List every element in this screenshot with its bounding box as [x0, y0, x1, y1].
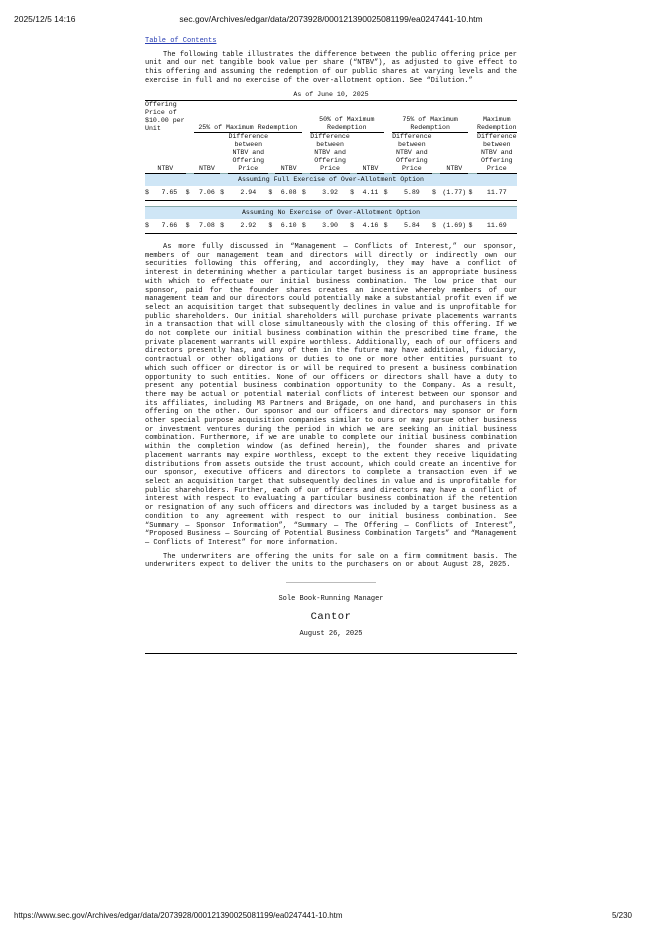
band-no-exercise-label: Assuming No Exercise of Over-Allotment Option	[145, 207, 517, 220]
book-runner-name: Cantor	[310, 610, 352, 623]
group-75-header: 75% of Maximum Redemption	[392, 100, 469, 133]
table-row: $ 7.65 $ 7.06 $ 2.94 $ 6.08 $ 3.92 $ 4.11 $ 5.89 $ (1.77) $ 11.77	[145, 186, 517, 201]
print-datetime: 2025/12/5 14:16	[14, 14, 76, 24]
table-cell: 7.08	[194, 219, 220, 234]
table-cell: 6.08	[275, 186, 301, 201]
table-cell: 11.77	[477, 186, 517, 201]
table-cell: 5.84	[392, 219, 432, 234]
difference-header: Difference between NTBV and Offering Price	[228, 133, 269, 173]
table-cell: 7.06	[194, 186, 220, 201]
table-cell: 4.11	[357, 186, 383, 201]
ntbv-header: NTBV	[357, 133, 383, 174]
as-of-row	[145, 91, 517, 101]
print-footer-url: https://www.sec.gov/Archives/edgar/data/2073928/000121390025081199/ea0247441-10.htm	[14, 911, 343, 920]
divider	[286, 582, 376, 583]
table-cell: 4.16	[357, 219, 383, 234]
as-of-date: As of June 10, 2025	[145, 91, 517, 101]
print-url-title: sec.gov/Archives/edgar/data/2073928/000121390025081199/ea0247441-10.htm	[179, 14, 483, 24]
table-cell: (1.69)	[440, 219, 468, 234]
ntbv-header: NTBV	[194, 133, 220, 174]
sub-header-row	[145, 133, 517, 174]
ntbv-header: NTBV	[440, 133, 468, 174]
table-cell: 2.94	[228, 186, 268, 201]
difference-header: Difference between NTBV and Offering Price	[392, 133, 432, 173]
offering-price-header: Offering Price of $10.00 per Unit	[145, 100, 185, 132]
table-cell: 3.90	[310, 219, 350, 234]
group-25-header: 25% of Maximum Redemption	[194, 100, 302, 133]
dilution-table	[145, 91, 517, 235]
difference-header: Difference between NTBV and Offering Price	[310, 133, 350, 173]
band-full-exercise	[145, 174, 517, 187]
table-row: $ 7.66 $ 7.08 $ 2.92 $ 6.10 $ 3.90 $ 4.16 $ 5.84 $ (1.69) $ 11.69	[145, 219, 517, 234]
conflicts-paragraph: As more fully discussed in “Management — Conflicts of Interest,” our sponsor, members of our management team and directors will directly or indirectly own our securities following this offering, and accordingly, they may have a conflict of interest in determining whether a particular target business is an appropriate business with which to effectuate our initial business combination. The low price that our sponsor, paid for the founder shares creates an incentive whereby members of our management team and our directors could potentially make a substantial profit even if we select an acquisition target that subsequently declines in value and is unprofitable for public shareholders. Our initial shareholders will purchase private placements warrants in a transaction that will close simultaneously with the closing of this offering. If we do not complete our initial business combination within the prescribed time frame, the private placement warrants will expire worthless. Additionally, each of our officers and directors presently has, and any of them in the future may have additional, fiduciary, contractual or other obligations or duties to one or more other entities pursuant to which such officer or director is or will be required to present a business combination opportunity to such entities. None of our officers or directors shall have a duty to present any potential business combination opportunity to the Company. As a result, there may be actual or potential material conflicts of interest between our sponsor and its affiliates, including M3 Partners and Brigade, on one hand, and purchasers in this offering on the other. Our sponsor and our officers and directors may sponsor or form other special purpose acquisition companies similar to ours or may pursue other business or investment ventures during the period in which we are seeking an initial business combination. Furthermore, if we are unable to complete our initial business combination within the completion window (as defined herein), the founder shares and private placement warrants may expire worthless, except to the extent they receive liquidating distributions from assets outside the trust account, which could create an incentive for our sponsor, executive officers and directors to complete a transaction even if we select an acquisition target that subsequently declines in value and is unprofitable for public shareholders. Further, each of our officers and directors may have a conflict of interest with respect to evaluating a particular business combination if the retention or resignation of any such officers and directors was included by a target business as a condition to any agreement with respect to our initial business combination. See “Summary — Sponsor Information”, “Summary — The Offering — Conflicts of Interest”, “Proposed Business — Sourcing of Potential Business Combination Targets” and “Management — Conflicts of Interest” for more information.	[145, 243, 517, 547]
page-end-rule	[145, 653, 517, 654]
intro-paragraph: The following table illustrates the difference between the public offering price per unit and our net tangible book value per share (“NTBV”), as adjusted to give effect to this offering and assuming the redemption of our public shares at varying levels and the exercise in full and no exercise of the over-allotment option. See “Dilution.”	[145, 50, 517, 85]
table-cell: 7.66	[153, 219, 185, 234]
ntbv-header: NTBV	[275, 133, 301, 174]
prospectus-date: August 26, 2025	[299, 630, 363, 639]
book-runner-role: Sole Book-Running Manager	[278, 595, 384, 604]
group-max-header: Maximum Redemption	[477, 100, 517, 133]
table-cell: 7.65	[153, 186, 185, 201]
underwriter-paragraph: The underwriters are offering the units for sale on a firm commitment basis. The underwriters expect to deliver the units to the purchasers on or about August 28, 2025.	[145, 552, 517, 570]
table-cell: 3.92	[310, 186, 350, 201]
group-50-header: 50% of Maximum Redemption	[310, 100, 384, 133]
group-header-row	[145, 100, 517, 133]
table-of-contents-link[interactable]: Table of Contents	[145, 37, 217, 45]
signature-block	[145, 582, 517, 639]
band-full-exercise-label: Assuming Full Exercise of Over-Allotment Option	[145, 174, 517, 187]
table-cell: 5.89	[392, 186, 432, 201]
document-body	[145, 37, 517, 654]
table-cell: 11.69	[477, 219, 517, 234]
table-cell: 6.10	[275, 219, 301, 234]
table-cell: (1.77)	[440, 186, 468, 201]
ntbv-header: NTBV	[145, 133, 186, 174]
difference-header: Difference between NTBV and Offering Price	[477, 133, 517, 173]
band-no-exercise	[145, 207, 517, 220]
print-page-number: 5/230	[611, 911, 632, 920]
table-cell: 2.92	[228, 219, 268, 234]
